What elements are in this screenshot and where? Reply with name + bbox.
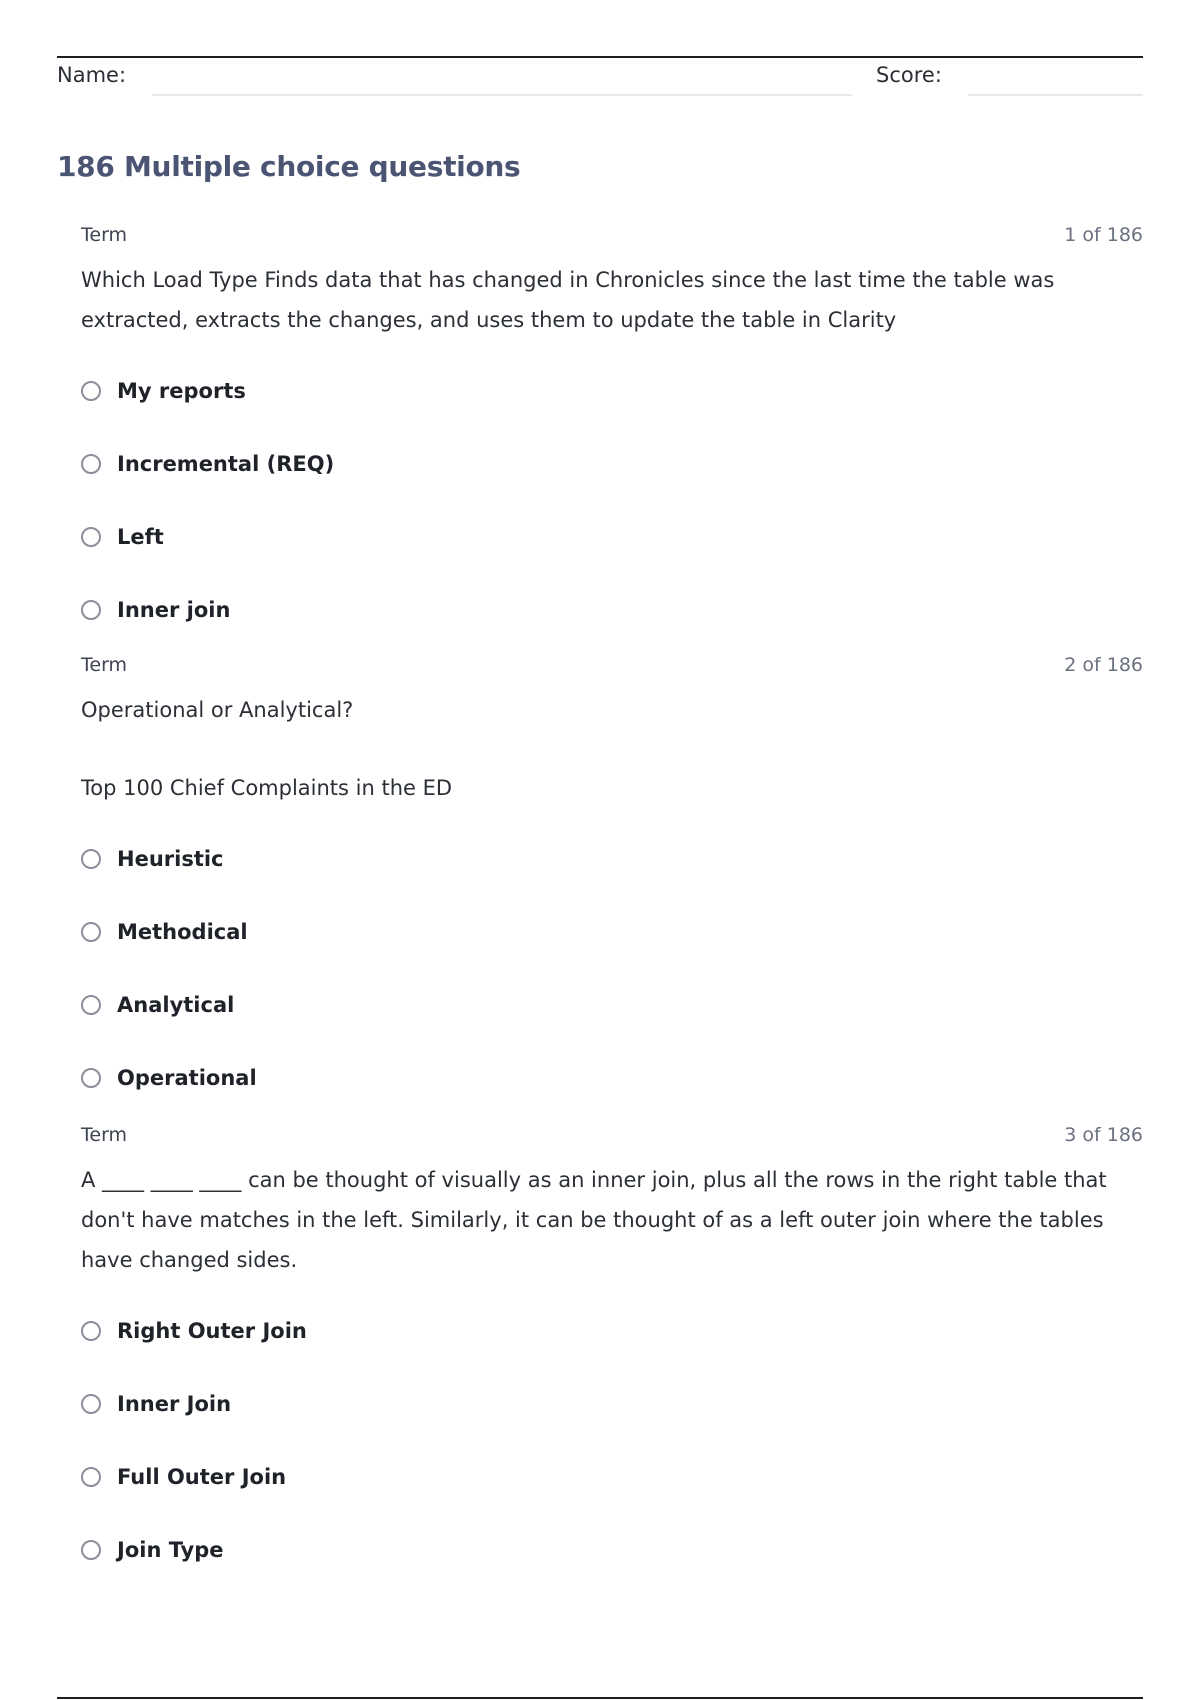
answer-option-label: Inner Join xyxy=(117,1391,232,1416)
answer-option[interactable] xyxy=(81,354,1143,427)
question-counter: 3 of 186 xyxy=(1064,1124,1143,1146)
top-rule xyxy=(57,56,1143,58)
question-text: Which Load Type Finds data that has changed in Chronicles since the last time the table was extracted, extracts the changes, and uses them to update the table in Clarity xyxy=(81,268,1055,332)
name-label: Name: xyxy=(57,63,127,87)
radio-button-icon[interactable] xyxy=(81,454,101,474)
term-label: Term xyxy=(81,654,128,676)
question-card xyxy=(81,654,1143,1114)
question-counter: 1 of 186 xyxy=(1064,224,1143,246)
answer-options xyxy=(81,822,1143,1114)
radio-button-icon[interactable] xyxy=(81,1540,101,1560)
answer-option-label: Left xyxy=(117,524,164,549)
answer-options xyxy=(81,1294,1143,1586)
answer-option-label: Operational xyxy=(117,1065,257,1090)
answer-option[interactable] xyxy=(81,822,1143,895)
radio-button-icon[interactable] xyxy=(81,1467,101,1487)
answer-option-label: Analytical xyxy=(117,992,235,1017)
radio-button-icon[interactable] xyxy=(81,600,101,620)
page-title: 186 Multiple choice questions xyxy=(57,150,521,183)
answer-option[interactable] xyxy=(81,968,1143,1041)
answer-option-label: Inner join xyxy=(117,597,231,622)
radio-button-icon[interactable] xyxy=(81,995,101,1015)
answer-option-label: Incremental (REQ) xyxy=(117,451,335,476)
answer-option-label: Right Outer Join xyxy=(117,1318,307,1343)
question-text: Operational or Analytical? xyxy=(81,698,354,722)
answer-option[interactable] xyxy=(81,895,1143,968)
score-field[interactable] xyxy=(968,94,1143,96)
answer-option-label: Heuristic xyxy=(117,846,224,871)
answer-option[interactable] xyxy=(81,573,1143,646)
answer-option[interactable] xyxy=(81,1294,1143,1367)
question-subtext: Top 100 Chief Complaints in the ED xyxy=(81,776,453,800)
answer-option-label: Methodical xyxy=(117,919,248,944)
answer-option-label: Full Outer Join xyxy=(117,1464,287,1489)
radio-button-icon[interactable] xyxy=(81,527,101,547)
question-card xyxy=(81,1124,1143,1586)
answer-option[interactable] xyxy=(81,500,1143,573)
answer-option[interactable] xyxy=(81,1041,1143,1114)
answer-option[interactable] xyxy=(81,1440,1143,1513)
term-label: Term xyxy=(81,224,128,246)
question-counter: 2 of 186 xyxy=(1064,654,1143,676)
answer-option-label: My reports xyxy=(117,378,246,403)
radio-button-icon[interactable] xyxy=(81,1394,101,1414)
score-label: Score: xyxy=(876,63,942,87)
name-field[interactable] xyxy=(152,94,852,96)
answer-options xyxy=(81,354,1143,646)
answer-option[interactable] xyxy=(81,1367,1143,1440)
answer-option[interactable] xyxy=(81,427,1143,500)
radio-button-icon[interactable] xyxy=(81,849,101,869)
radio-button-icon[interactable] xyxy=(81,1321,101,1341)
answer-option[interactable] xyxy=(81,1513,1143,1586)
bottom-rule xyxy=(57,1697,1143,1699)
radio-button-icon[interactable] xyxy=(81,381,101,401)
question-card xyxy=(81,224,1143,646)
radio-button-icon[interactable] xyxy=(81,922,101,942)
term-label: Term xyxy=(81,1124,128,1146)
question-text: A ____ ____ ____ can be thought of visually as an inner join, plus all the rows in the right table that don't have matches in the left. Similarly, it can be thought of as a left outer join where the tables have changed sides. xyxy=(81,1168,1107,1272)
answer-option-label: Join Type xyxy=(117,1537,224,1562)
radio-button-icon[interactable] xyxy=(81,1068,101,1088)
